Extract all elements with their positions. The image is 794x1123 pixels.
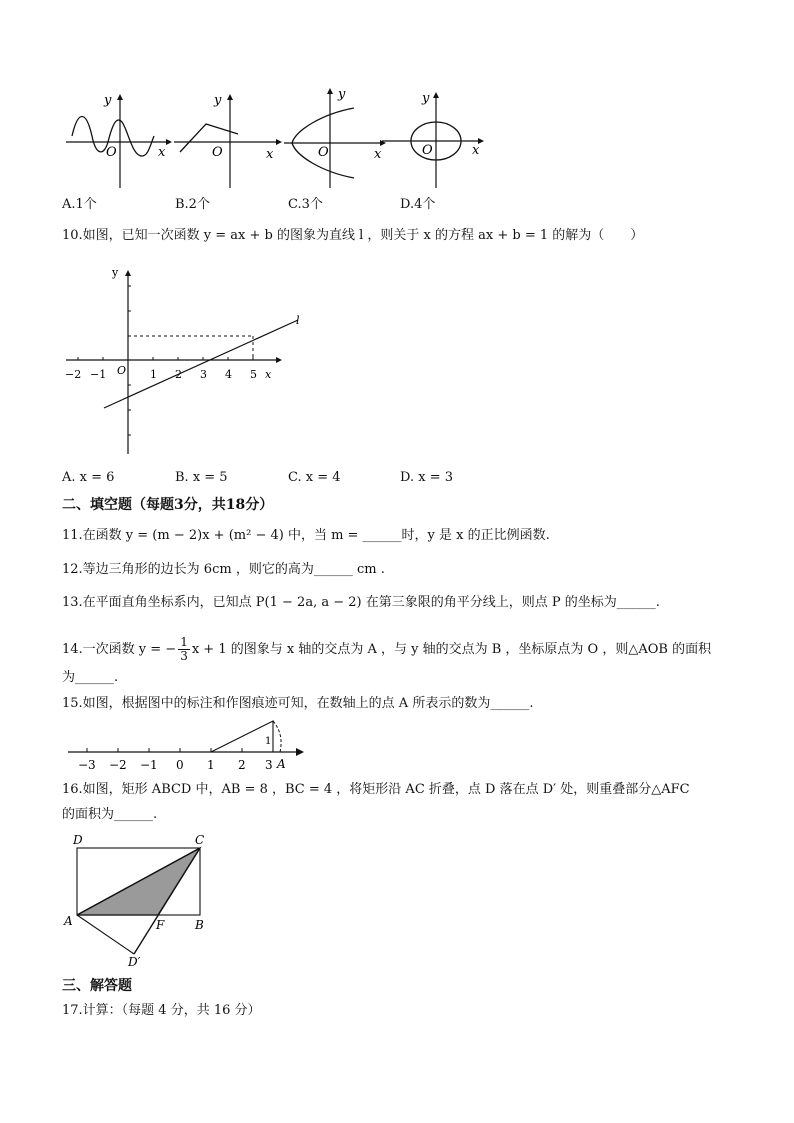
q16-label-f: F [156, 918, 165, 932]
q10-option-d: D. x = 3 [400, 470, 453, 485]
q15-tick-3: 3 [265, 758, 273, 772]
q15-tick-2: 2 [238, 758, 246, 772]
q14-suffix: x + 1 的图象与 x 轴的交点为 A ，与 y 轴的交点为 B ，坐标原点为 O ，则△AOB 的面积 [191, 642, 712, 657]
q10-x-label: x [265, 368, 272, 381]
q10-stem: 10.如图，已知一次函数 y = ax + b 的图象为直线 l ，则关于 x 的方程 ax + b = 1 的解为（ ） [62, 228, 644, 243]
q15-segment-label: 1 [265, 736, 272, 747]
q15-number-line [66, 716, 316, 772]
q16-line1: 16.如图，矩形 ABCD 中，AB = 8 ，BC = 4 ，将矩形沿 AC 折叠，点 D 落在点 D′ 处，则重叠部分△AFC [62, 782, 690, 797]
q9-graph-d [380, 88, 490, 190]
q16-label-c: C [195, 833, 205, 847]
q16-label-a: A [64, 914, 73, 928]
q14-fraction-den: 3 [180, 649, 188, 663]
q15-tick-0: 0 [176, 758, 184, 772]
q13-text: 13.在平面直角坐标系内，已知点 P(1 − 2a, a − 2) 在第三象限的角平分线上，则点 P 的坐标为______. [62, 595, 660, 610]
q9-c-origin: O [318, 145, 329, 160]
q9-b-x-label: x [266, 147, 274, 162]
q9-c-x-label: x [374, 147, 382, 162]
q10-option-c: C. x = 4 [288, 470, 341, 485]
q9-d-y-label: y [422, 91, 430, 106]
q9-a-x-label: x [158, 145, 166, 160]
q9-graph-b [172, 90, 282, 190]
q9-option-a: A.1个 [62, 197, 97, 212]
q9-b-y-label: y [214, 93, 222, 108]
q16-label-b: B [195, 918, 204, 932]
q9-a-y-label: y [104, 93, 112, 108]
q10-tick-5: 5 [250, 368, 257, 381]
q15-point-a: A [277, 757, 286, 771]
q15-tick-neg2: −2 [109, 758, 127, 772]
q16-label-d: D [73, 833, 83, 847]
q10-y-label: y [112, 266, 119, 279]
q14-line2: 为______. [62, 670, 119, 685]
q12-text: 12.等边三角形的边长为 6cm ，则它的高为______ cm . [62, 562, 385, 577]
q10-tick-4: 4 [225, 368, 232, 381]
q10-option-a: A. x = 6 [62, 470, 115, 485]
q14-fraction-num: 1 [180, 635, 188, 649]
q14-prefix: 14.一次函数 y = − [62, 642, 177, 657]
q10-tick-2: 2 [175, 368, 182, 381]
q9-option-b: B.2个 [175, 197, 210, 212]
q10-option-b: B. x = 5 [175, 470, 228, 485]
q15-tick-neg1: −1 [140, 758, 158, 772]
q9-d-origin: O [422, 143, 433, 158]
q9-b-origin: O [212, 145, 223, 160]
section-2-heading: 二、填空题（每题3分，共18分） [62, 497, 274, 513]
q10-origin: O [117, 364, 127, 377]
q14-fraction [178, 636, 190, 663]
q9-c-y-label: y [338, 87, 346, 102]
q11-text: 11.在函数 y = (m − 2)x + (m² − 4) 中，当 m = ______时，y 是 x 的正比例函数. [62, 528, 550, 543]
q15-stem: 15.如图，根据图中的标注和作图痕迹可知，在数轴上的点 A 所表示的数为______. [62, 696, 534, 711]
q9-graph-c [282, 86, 392, 190]
q10-line-label: l [296, 314, 300, 327]
q14-line1 [62, 636, 711, 663]
q10-tick-neg1: −1 [90, 368, 107, 381]
q9-graph-a [62, 90, 172, 190]
q16-figure [62, 830, 222, 970]
q15-tick-neg3: −3 [78, 758, 96, 772]
q10-tick-3: 3 [200, 368, 207, 381]
q16-label-dprime: D′ [128, 955, 141, 969]
section-3-heading: 三、解答题 [62, 978, 132, 994]
q10-tick-1: 1 [150, 368, 157, 381]
q9-d-x-label: x [472, 143, 480, 158]
q15-tick-1: 1 [207, 758, 215, 772]
q9-option-d: D.4个 [400, 197, 436, 212]
q10-graph [62, 262, 312, 462]
q9-option-c: C.3个 [288, 197, 323, 212]
q9-a-origin: O [106, 145, 117, 160]
q17-text: 17.计算：（每题 4 分，共 16 分） [62, 1003, 261, 1018]
q10-tick-neg2: −2 [65, 368, 82, 381]
q16-line2: 的面积为______. [62, 807, 158, 822]
